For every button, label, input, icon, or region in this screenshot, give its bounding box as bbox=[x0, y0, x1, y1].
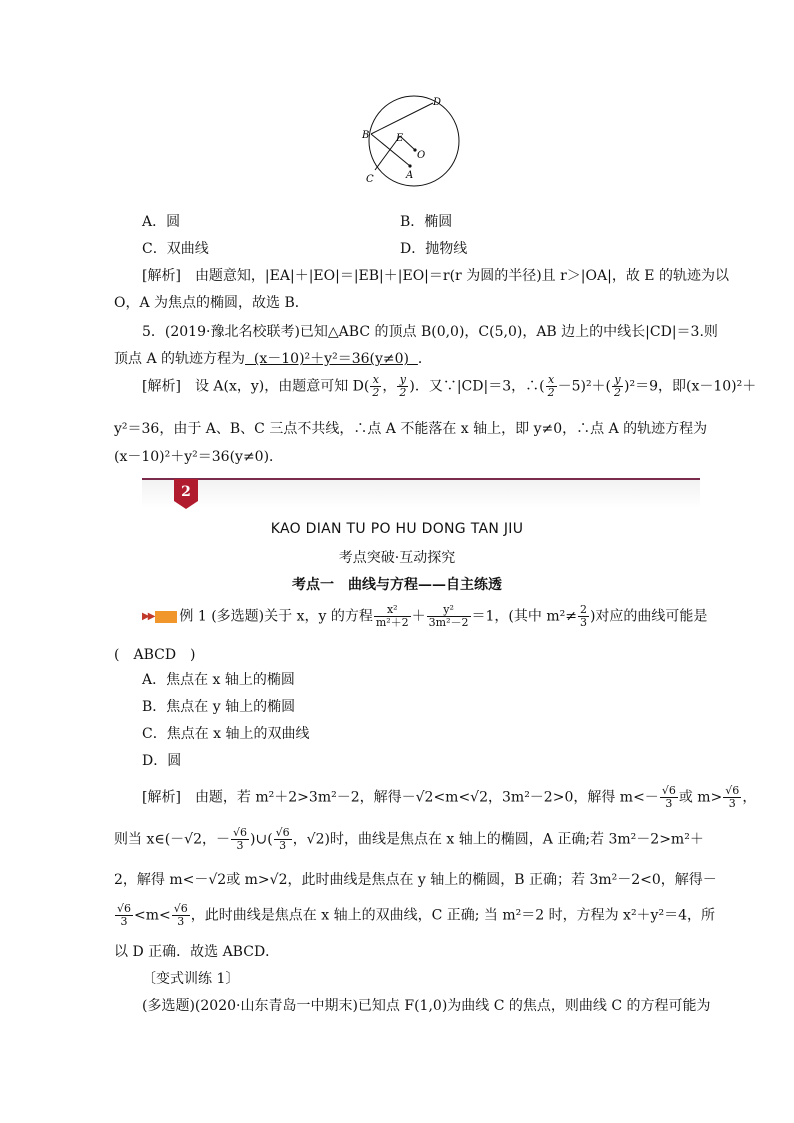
label-A: A bbox=[406, 170, 414, 181]
arrow-icon: ▶▶ bbox=[142, 611, 154, 622]
section-pinyin: KAO DIAN TU PO HU DONG TAN JIU bbox=[270, 521, 524, 537]
q5-answer: (x－10)²＋y²＝36(y≠0) bbox=[253, 351, 409, 367]
q5-line2-post: ． bbox=[417, 351, 432, 367]
label-B: B bbox=[362, 130, 370, 141]
fraction: $\frac{2}{3}$ bbox=[579, 603, 587, 629]
q4-option-b: B．椭圆 bbox=[400, 214, 453, 230]
fraction: $\frac{√6}{3}$ bbox=[233, 826, 248, 852]
analysis-tag: [解析] bbox=[142, 789, 181, 806]
example1-option-d: D．圆 bbox=[142, 753, 182, 769]
q5-line1: 5．(2019·豫北名校联考)已知△ABC 的顶点 B(0,0)，C(5,0)，AB 边上的中线长|CD|＝3.则 bbox=[142, 324, 718, 340]
fraction: $\frac{√6}{3}$ bbox=[661, 784, 676, 810]
section-band bbox=[142, 480, 700, 508]
segment-BA bbox=[371, 134, 410, 166]
label-E: E bbox=[396, 133, 404, 144]
q4-option-a: A．圆 bbox=[142, 214, 181, 230]
ex1-analysis-line1: [解析] 由题，若 m²＋2>3m²－2，解得－√2<m<√2，3m²－2>0，解得 m<－ $\frac{√6}{3}$ 或 m> $\frac{√6}{3}$ ， bbox=[142, 784, 757, 810]
section-divider bbox=[142, 478, 700, 480]
section-badge bbox=[174, 479, 198, 509]
fraction: $\frac{\text{x²}}{\text{m²＋2}}$ bbox=[375, 603, 409, 629]
q5-line2 bbox=[114, 348, 432, 368]
analysis-tag: [解析] bbox=[142, 378, 181, 395]
section-title: 考点突破·互动探究 bbox=[338, 550, 456, 566]
q5-analysis-line3: (x－10)²＋y²＝36(y≠0)． bbox=[114, 449, 284, 465]
fraction: $\frac{\text{y²}}{\text{3m²－2}}$ bbox=[428, 603, 469, 629]
example-marker-icon bbox=[155, 611, 177, 623]
variant-title: 〔变式训练 1〕 bbox=[142, 971, 240, 987]
ex1-analysis-line2: 则当 x∈(－√2，－ $\frac{√6}{3}$ )∪( $\frac{√6}{3}$ ，√2)时，曲线是焦点在 x 轴上的椭圆，A 正确;若 3m²－2>m²＋ bbox=[114, 826, 704, 852]
q4-option-d: D．抛物线 bbox=[400, 241, 468, 257]
section-badge-number: 2 bbox=[181, 484, 191, 500]
ex1-analysis-line5: 以 D 正确．故选 ABCD． bbox=[114, 944, 280, 960]
example1-option-b: B．焦点在 y 轴上的椭圆 bbox=[142, 699, 296, 715]
example1-option-c: C．焦点在 x 轴上的双曲线 bbox=[142, 726, 310, 742]
fraction: $\frac{y}{2}$ bbox=[399, 373, 407, 399]
q4-option-c: C．双曲线 bbox=[142, 241, 209, 257]
q5-analysis-line2: y²＝36，由于 A、B、C 三点不共线，∴点 A 不能落在 x 轴上，即 y≠0，∴点 A 的轨迹方程为 bbox=[114, 421, 708, 437]
label-D: D bbox=[433, 97, 442, 108]
fraction: $\frac{y}{2}$ bbox=[614, 373, 622, 399]
fraction: $\frac{√6}{3}$ bbox=[173, 902, 188, 928]
ex1-analysis-line3: 2，解得 m<－√2或 m>√2，此时曲线是焦点在 y 轴上的椭圆，B 正确；若 3m²－2<0，解得－ bbox=[114, 872, 717, 888]
q5-analysis-line1: [解析] 设 A(x，y)，由题意可知 D( $\frac{x}{2}$ ， $\frac{y}{2}$ )．又∵|CD|＝3，∴( $\frac{x}{2}$ －5)²＋( $\frac{y}{2}$ )²＝9，即(x－10)²＋ bbox=[142, 373, 757, 399]
fraction: $\frac{x}{2}$ bbox=[372, 373, 380, 399]
q4-analysis-text1: 由题意知，|EA|＋|EO|＝|EB|＋|EO|＝r(r 为圆的半径)且 r＞|OA|，故 E 的轨迹为以 bbox=[194, 268, 729, 284]
variant-line1: (多选题)(2020·山东青岛一中期末)已知点 F(1,0)为曲线 C 的焦点，则曲线 C 的方程可能为 bbox=[142, 998, 711, 1014]
example1-line1: ▶▶ 例 1 (多选题)关于 x，y 的方程 $\frac{\text{x²}}{\text{m²＋2}}$ ＋ $\frac{\text{y²}}{\text{3m²－2}}$ ＝1，(其中 m²≠ $\frac{2}{3}$ )对应的曲线可能是 bbox=[142, 603, 708, 629]
section-subtitle: 考点一 曲线与方程——自主练透 bbox=[292, 577, 502, 593]
fraction: $\frac{√6}{3}$ bbox=[117, 902, 132, 928]
fraction: $\frac{√6}{3}$ bbox=[725, 784, 740, 810]
fraction: $\frac{√6}{3}$ bbox=[275, 826, 290, 852]
chord-BD bbox=[371, 103, 433, 134]
point-A bbox=[408, 164, 411, 167]
circle-figure bbox=[355, 92, 470, 192]
example1-option-a: A．焦点在 x 轴上的椭圆 bbox=[142, 672, 295, 688]
circle bbox=[369, 96, 459, 186]
example1-answer: ( ABCD ) bbox=[114, 647, 196, 663]
q4-analysis-line1 bbox=[142, 265, 729, 285]
ex1-analysis-line4: $\frac{√6}{3}$ <m< $\frac{√6}{3}$ ，此时曲线是焦点在 x 轴上的双曲线，C 正确; 当 m²＝2 时，方程为 x²＋y²＝4，所 bbox=[117, 902, 715, 928]
analysis-tag: [解析] bbox=[142, 268, 181, 284]
label-O: O bbox=[417, 150, 426, 161]
q4-analysis-line2: O，A 为焦点的椭圆，故选 B． bbox=[114, 295, 309, 311]
fraction: $\frac{x}{2}$ bbox=[547, 373, 555, 399]
label-C: C bbox=[366, 174, 374, 185]
q5-line2-pre: 顶点 A 的轨迹方程为 bbox=[114, 351, 246, 367]
